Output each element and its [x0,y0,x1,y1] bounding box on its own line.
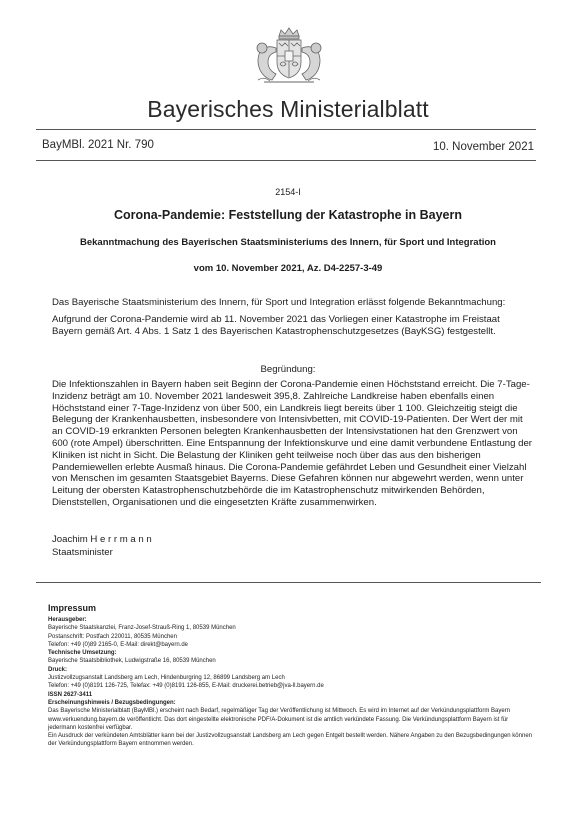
herausgeber-label: Herausgeber: [48,617,87,623]
reasoning-heading: Begründung: [260,364,316,375]
druck-contact: Telefon: +49 (0)8191 126-725, Telefax: +49 (0)8191 126-855, E-Mail: druckerei.betrieb@jva-ll.bayern.de [48,683,324,690]
intro-paragraph: Das Bayerische Staatsministerium des Innern, für Sport und Integration erlässt folgende Bekanntmachung: [52,297,506,308]
coat-of-arms-emblem [246,26,332,84]
article-title: Corona-Pandemie: Feststellung der Katastrophe in Bayern [114,208,462,222]
bezug-text-1: Das Bayerische Ministerialblatt (BayMBl.) erscheint nach Bedarf, regelmäßiger Tag der Veröffentlichung ist Mittwoch. Es wird im Internet auf der Verkündungsplattform Bayern www.verkuendung.bayern.de veröffentlicht. Das dort eingestellte elektronische PDF/A-Dokument ist die amtlich verkündete Fassung. Die Verkündungsplattform Bayern ist für jedermann kostenfrei verfügbar. [48,708,510,731]
issn: ISSN 2627-3411 [48,691,93,698]
signature-block [52,533,152,559]
article-reference: vom 10. November 2021, Az. D4-2257-3-49 [193,263,383,274]
herausgeber-address: Bayerische Staatskanzlei, Franz-Josef-Strauß-Ring 1, 80539 München [48,625,236,632]
signer-role: Staatsminister [52,547,113,558]
gliederungsnummer: 2154-I [275,187,301,197]
impressum-body [48,616,538,749]
bezug-text-2: Ein Ausdruck der verkündeten Amtsblätter kann bei der Justizvollzugsanstalt Landsberg am Lech gegen Entgelt bestellt werden. Nähere Angaben zu den Bezugsbedingungen können der Verkündungsplattform Bayern entnommen werden. [48,733,532,748]
header-divider-top [36,129,536,130]
druck-label: Druck: [48,666,68,673]
technik-label: Technische Umsetzung: [48,650,117,657]
impressum-heading: Impressum [48,603,97,613]
signer-name: Joachim H e r r m a n n [52,534,152,545]
masthead-title: Bayerisches Ministerialblatt [147,96,429,122]
bezug-label: Erscheinungshinweis / Bezugsbedingungen: [48,699,176,706]
issue-date: 10. November 2021 [432,141,534,153]
herausgeber-contact: Telefon: +49 (0)89 2165-0, E-Mail: direkt@bayern.de [48,641,189,648]
article-subtitle: Bekanntmachung des Bayerischen Staatsministeriums des Innern, für Sport und Integration [80,237,496,248]
herausgeber-postal: Postanschrift: Postfach 220011, 80535 München [48,633,177,640]
decision-paragraph: Aufgrund der Corona-Pandemie wird ab 11. November 2021 das Vorliegen einer Katastrophe im Freistaat Bayern gemäß Art. 4 Abs. 1 Satz 1 des Bayerischen Katastrophenschutzgesetzes (BayKSG) festgestellt. [52,314,500,337]
reasoning-paragraph: Die Infektionszahlen in Bayern haben seit Beginn der Corona-Pandemie einen Höchststand erreicht. Die 7-Tage-Inzidenz beträgt am 10. November 2021 landesweit 395,8. Zahlreiche Landkreise haben ebenfalls einen Höchststand einer 7-Tage-Inzidenz von über 500, ein Landkreis liegt bereits über 1 100. Gleichzeitig steigt die Belegung der Krankenhausbetten, insbesondere von Intensivbetten, mit COVID-19-Patienten. Der Wert der mit an COVID-19 erkrankten Personen belegten Krankenhausbetten der Intensivstationen hat den Grenzwert von 600 (rote Ampel) überschritten. Eine Entspannung der Infektionskurve und eine damit verbundene Entlastung der Kliniken ist nicht in Sicht. Die Belastung der Kliniken geht teilweise noch über das aus den bisherigen Pandemiewellen erlebte Ausmaß hinaus. Die Corona-Pandemie gefährdet Leben und Gesundheit einer Vielzahl von Menschen im gesamten Staatsgebiet Bayerns. Diese Gefahren können nur abgewehrt werden, wenn unter Leitung der obersten Katastrophenschutzbehörde die im Katastrophenschutz mitwirkenden Behörden, Dienststellen, Organisationen und die eingesetzten Kräfte zusammenwirken. [52,379,532,508]
technik-address: Bayerische Staatsbibliothek, Ludwigstraße 16, 80539 München [48,658,216,665]
issue-number: BayMBl. 2021 Nr. 790 [42,139,154,151]
impressum-divider [36,582,541,583]
header-divider-bottom [36,160,536,161]
druck-address: Justizvollzugsanstalt Landsberg am Lech, Hindenburgring 12, 86899 Landsberg am Lech [48,675,285,682]
